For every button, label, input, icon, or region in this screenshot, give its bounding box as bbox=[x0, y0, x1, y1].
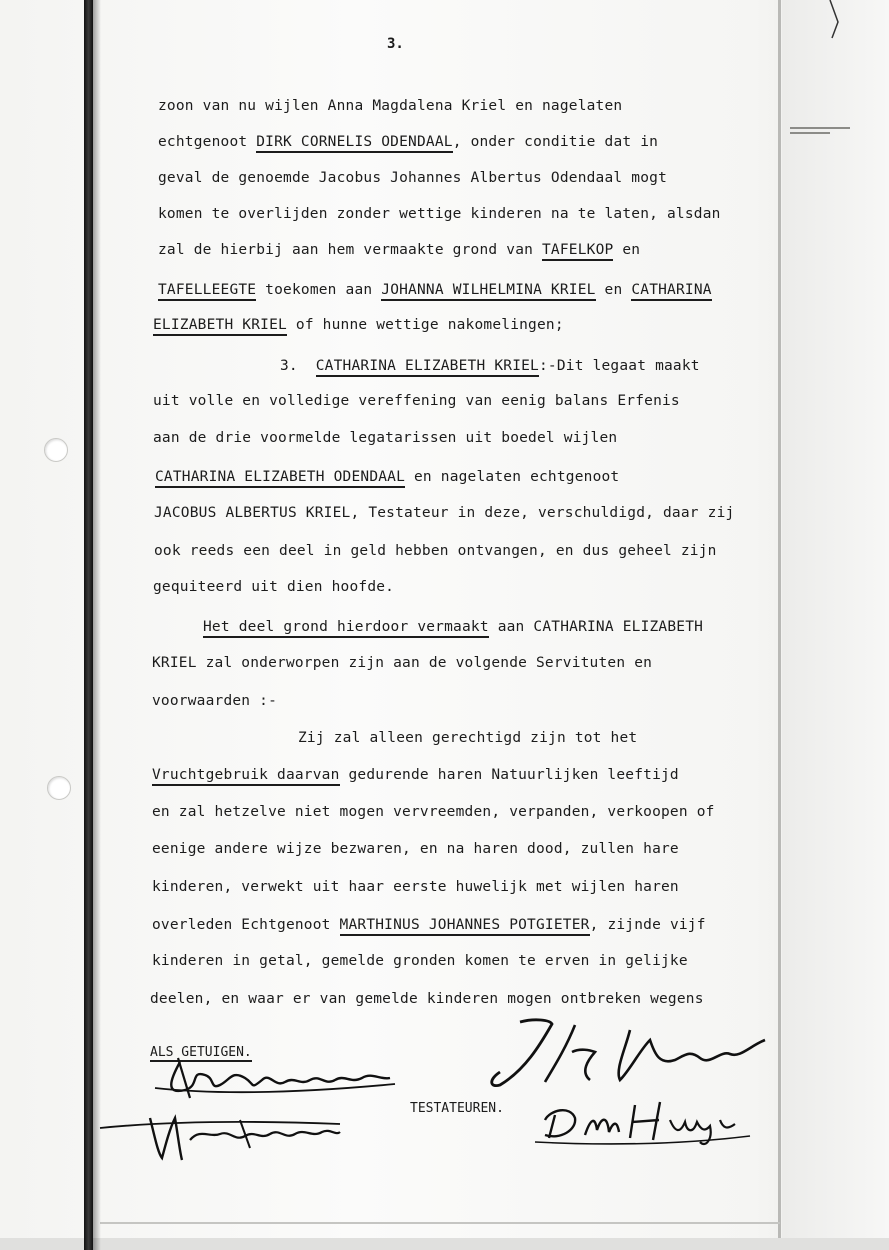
text-run: deelen, en waar er van gemelde kinderen mogen ontbreken wegens bbox=[150, 991, 704, 1007]
text-run: aan CATHARINA ELIZABETH bbox=[488, 619, 704, 635]
text-run: Zij zal alleen gerechtigd zijn tot het bbox=[298, 730, 638, 746]
text-run: , zijnde vijf bbox=[589, 917, 706, 933]
text-line bbox=[152, 692, 277, 710]
text-line bbox=[153, 429, 617, 447]
text-run: zoon van nu wijlen Anna Magdalena Kriel en nagelaten bbox=[158, 98, 623, 114]
text-run: uit volle en volledige vereffening van eenig balans Erfenis bbox=[153, 393, 680, 409]
text-line bbox=[154, 504, 734, 522]
text-line bbox=[158, 241, 640, 259]
signature-testator-1 bbox=[480, 1010, 780, 1090]
text-run: en bbox=[613, 242, 641, 258]
witnesses-label: ALS GETUIGEN. bbox=[150, 1045, 252, 1060]
punch-hole bbox=[44, 438, 68, 462]
text-line bbox=[154, 542, 717, 560]
text-run: geval de genoemde Jacobus Johannes Albertus Odendaal mogt bbox=[158, 170, 667, 186]
underlined-name: MARTHINUS JOHANNES POTGIETER bbox=[340, 917, 590, 936]
text-run: echtgenoot bbox=[158, 134, 257, 150]
text-line bbox=[298, 729, 637, 747]
text-run: aan de drie voormelde legatarissen uit boedel wijlen bbox=[153, 430, 618, 446]
text-run: ook reeds een deel in geld hebben ontvangen, en dus geheel zijn bbox=[154, 543, 717, 559]
text-line bbox=[158, 281, 712, 299]
text-run: overleden Echtgenoot bbox=[152, 917, 340, 933]
text-line bbox=[152, 916, 706, 934]
text-line bbox=[158, 169, 667, 187]
text-line bbox=[152, 654, 652, 672]
text-run: of hunne wettige nakomelingen; bbox=[286, 317, 564, 333]
underlined-name: JOHANNA WILHELMINA KRIEL bbox=[381, 282, 595, 301]
text-run: komen te overlijden zonder wettige kinderen na te laten, alsdan bbox=[158, 206, 721, 222]
text-line bbox=[280, 357, 700, 375]
underlined-name: CATHARINA ELIZABETH ODENDAAL bbox=[155, 469, 405, 488]
underlined-name: DIRK CORNELIS ODENDAAL bbox=[256, 134, 452, 153]
text-line bbox=[152, 803, 715, 821]
underlined-name: CATHARINA bbox=[631, 282, 711, 301]
page-bottom-edge bbox=[100, 1222, 780, 1224]
text-run: kinderen in getal, gemelde gronden komen te erven in gelijke bbox=[152, 953, 688, 969]
text-line bbox=[158, 133, 658, 151]
text-run: 3. bbox=[280, 358, 316, 374]
text-run: gedurende haren Natuurlijken leeftijd bbox=[339, 767, 679, 783]
underlined-name: Vruchtgebruik daarvan bbox=[152, 767, 340, 786]
text-line bbox=[203, 618, 703, 636]
text-line bbox=[152, 840, 679, 858]
underlined-name: TAFELKOP bbox=[542, 242, 613, 261]
underlined-name: TAFELLEEGTE bbox=[158, 282, 256, 301]
text-run: en zal hetzelve niet mogen vervreemden, verpanden, verkoopen of bbox=[152, 804, 715, 820]
page-number: 3. bbox=[387, 36, 404, 52]
text-run: eenige andere wijze bezwaren, en na haren dood, zullen hare bbox=[152, 841, 679, 857]
text-run: gequiteerd uit dien hoofde. bbox=[153, 579, 395, 595]
text-run: kinderen, verwekt uit haar eerste huwelijk met wijlen haren bbox=[152, 879, 679, 895]
text-line bbox=[150, 990, 704, 1008]
text-line bbox=[153, 578, 394, 596]
edge-scratch bbox=[828, 0, 842, 40]
text-run: KRIEL zal onderworpen zijn aan de volgende Servituten en bbox=[152, 655, 653, 671]
text-line bbox=[152, 952, 688, 970]
text-run: , onder conditie dat in bbox=[452, 134, 659, 150]
text-run: en bbox=[595, 282, 632, 298]
text-run: JACOBUS ALBERTUS KRIEL, Testateur in deze, verschuldigd, daar zij bbox=[154, 505, 735, 521]
signature-testator-2 bbox=[535, 1090, 755, 1150]
text-line bbox=[155, 468, 619, 486]
underlined-name: CATHARINA ELIZABETH KRIEL bbox=[316, 358, 539, 377]
testators-label: TESTATEUREN. bbox=[410, 1101, 504, 1116]
binding-strip bbox=[84, 0, 93, 1250]
signature-witness-2 bbox=[100, 1098, 350, 1168]
text-run: voorwaarden :- bbox=[152, 693, 278, 709]
text-line bbox=[158, 205, 721, 223]
text-line bbox=[153, 316, 564, 334]
text-run: en nagelaten echtgenoot bbox=[405, 469, 620, 485]
underlying-page-edge bbox=[782, 0, 889, 1250]
text-run: zal de hierbij aan hem vermaakte grond van bbox=[158, 242, 542, 258]
text-run: toekomen aan bbox=[256, 282, 382, 298]
text-line bbox=[152, 878, 679, 896]
text-line bbox=[152, 766, 679, 784]
binding-shadow bbox=[93, 0, 101, 1250]
underlined-name: ELIZABETH KRIEL bbox=[153, 317, 287, 336]
underlined-name: Het deel grond hierdoor vermaakt bbox=[203, 619, 489, 638]
edge-mark bbox=[790, 127, 850, 129]
underlying-page-bottom bbox=[0, 1238, 889, 1250]
punch-hole bbox=[47, 776, 71, 800]
edge-mark bbox=[790, 132, 830, 134]
text-run: :-Dit legaat maakt bbox=[538, 358, 700, 374]
text-line bbox=[158, 97, 622, 115]
text-line bbox=[153, 392, 680, 410]
